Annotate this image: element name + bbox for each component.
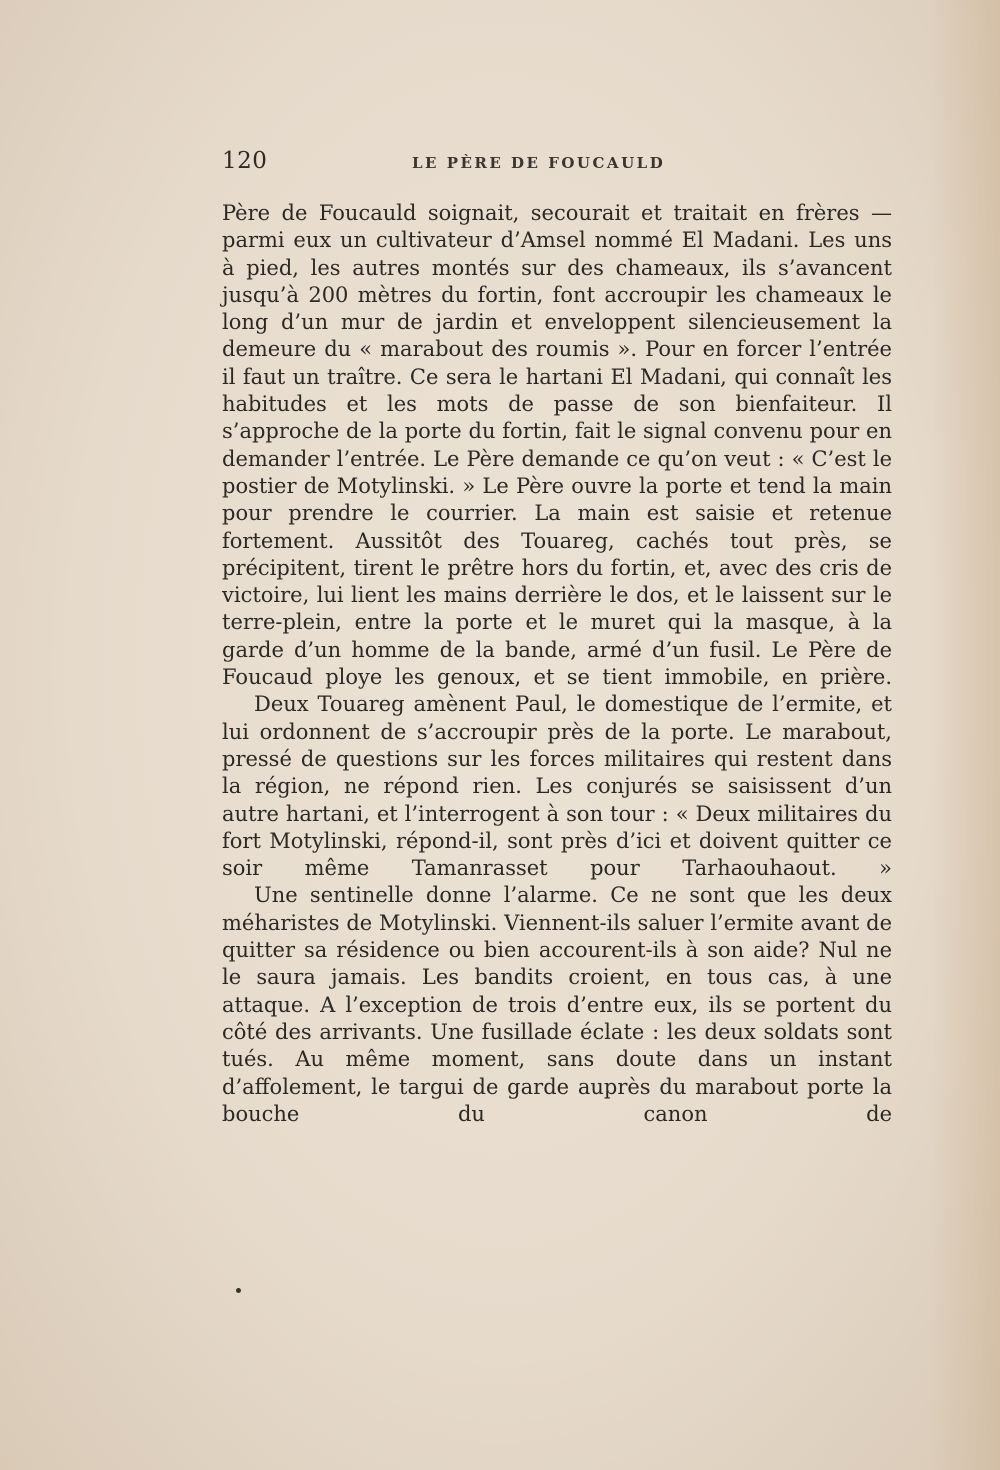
page-header: [222, 148, 892, 182]
page-number: 120: [222, 148, 268, 174]
text-body: [222, 200, 892, 1128]
page-edge-shadow: [930, 0, 1000, 1470]
ink-speck: [236, 1288, 241, 1293]
running-title: LE PÈRE DE FOUCAULD: [412, 154, 666, 172]
paragraph-3: Une sentinelle donne l’alarme. Ce ne sont que les deux méharistes de Motylinski. Viennent-ils saluer l’ermite avant de quitter sa résidence ou bien accourent-ils à son aide? Nul ne le saura jamais. Les bandits croient, en tous cas, à une attaque. A l’exception de trois d’entre eux, ils se portent du côté des arrivants. Une fusillade éclate : les deux soldats sont tués. Au même moment, sans doute dans un instant d’affolement, le targui de garde auprès du marabout porte la bouche du canon de: [222, 883, 892, 1126]
paragraph-2: Deux Touareg amènent Paul, le domestique de l’ermite, et lui ordonnent de s’accroupir près de la porte. Le marabout, pressé de questions sur les forces militaires qui restent dans la région, ne répond rien. Les conjurés se saisissent d’un autre hartani, et l’interrogent à son tour : « Deux militaires du fort Motylinski, répond-il, sont près d’ici et doivent quitter ce soir même Tamanrasset pour Tarhaouhaout. »: [222, 692, 892, 881]
paragraph-1: Père de Foucauld soignait, secourait et traitait en frères — parmi eux un cultivateur d’Amsel nommé El Madani. Les uns à pied, les autres montés sur des chameaux, ils s’avancent jusqu’à 200 mètres du fortin, font accroupir les chameaux le long d’un mur de jardin et enveloppent silencieusement la demeure du « marabout des roumis ». Pour en forcer l’entrée il faut un traître. Ce sera le hartani El Madani, qui connaît les habitudes et les mots de passe de son bienfaiteur. Il s’approche de la porte du fortin, fait le signal convenu pour en demander l’entrée. Le Père demande ce qu’on veut : « C’est le postier de Motylinski. » Le Père ouvre la porte et tend la main pour prendre le courrier. La main est saisie et retenue fortement. Aussitôt des Touareg, cachés tout près, se précipitent, tirent le prêtre hors du fortin, et, avec des cris de victoire, lui lient les mains derrière le dos, et le laissent sur le terre-plein, entre la porte et le muret qui la masque, à la garde d’un homme de la bande, armé d’un fusil. Le Père de Foucaud ploye les genoux, et se tient immobile, en prière.: [222, 201, 892, 690]
